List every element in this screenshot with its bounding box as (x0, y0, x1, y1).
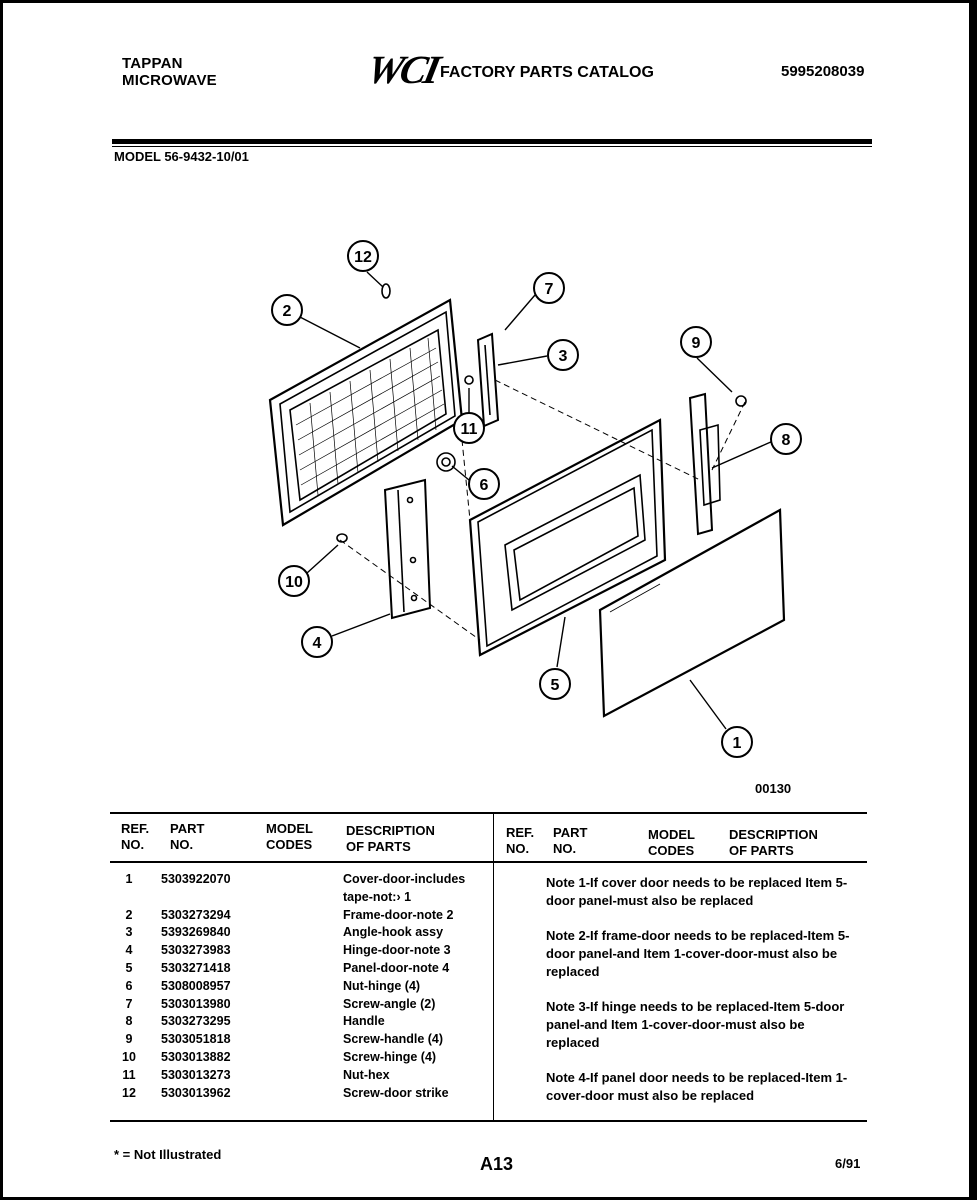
svg-text:1: 1 (732, 735, 742, 752)
ref-number: 6 (125, 978, 133, 993)
wci-logo: WCI (363, 47, 442, 92)
table-row (118, 960, 493, 978)
table-top-rule (110, 812, 867, 814)
screw-9-drawing (736, 396, 746, 406)
header-part-no: PART NO. (170, 821, 205, 852)
table-row (118, 1067, 493, 1085)
table-row (118, 924, 493, 942)
note-3: Note 3-If hinge needs to be replaced-Item 5-door panel-and Item 1-cover-door-must also be replaced (546, 999, 845, 1050)
table-column-divider (493, 812, 494, 1121)
model-number: MODEL 56-9432-10/01 (114, 149, 249, 164)
header-description: DESCRIPTION OF PARTS (346, 823, 435, 854)
part-description: Nut-hex (343, 1067, 390, 1082)
svg-text:12: 12 (354, 249, 372, 266)
ref-number: 10 (122, 1049, 136, 1064)
callout-3 (548, 340, 578, 370)
part-number: 5303273294 (161, 907, 231, 922)
revision-date: 6/91 (835, 1156, 861, 1171)
part-description: Panel-door-note 4 (343, 960, 450, 975)
part-number: 5303013980 (161, 996, 231, 1011)
part-number: 5303051818 (161, 1032, 231, 1047)
part-description: tape-not:› 1 (343, 889, 412, 904)
screw-10-drawing (337, 534, 347, 542)
ref-number: 12 (122, 1085, 136, 1100)
notes-column (546, 874, 856, 1122)
ref-number: 4 (125, 943, 133, 958)
page-number: A13 (480, 1154, 514, 1174)
table-row (118, 1085, 493, 1103)
callout-5 (540, 669, 570, 699)
part-description: Cover-door-includes (343, 872, 466, 886)
catalog-number: 5995208039 (781, 63, 865, 80)
part-description: Screw-angle (2) (343, 996, 436, 1011)
table-row (118, 1049, 493, 1067)
header-model-codes: MODEL CODES (266, 821, 313, 852)
brand-name: TAPPAN (122, 55, 183, 72)
part-description: Frame-door-note 2 (343, 907, 454, 922)
ref-number: 1 (125, 872, 133, 886)
parts-list (118, 871, 493, 1102)
table-row (118, 1013, 493, 1031)
svg-text:6: 6 (479, 477, 489, 494)
part-description: Nut-hinge (4) (343, 978, 421, 993)
ref-number: 9 (125, 1032, 133, 1047)
svg-text:4: 4 (312, 635, 322, 652)
nut-6-drawing (437, 453, 455, 471)
callout-10 (279, 566, 309, 596)
catalog-title: FACTORY PARTS CATALOG (440, 64, 654, 81)
ref-number: 5 (125, 960, 133, 975)
product-type: MICROWAVE (122, 72, 217, 89)
callout-2 (272, 295, 302, 325)
table-row (118, 996, 493, 1014)
header-model-codes-right: MODEL CODES (648, 827, 695, 858)
callout-8 (771, 424, 801, 454)
header-part-no-right: PART NO. (553, 825, 588, 856)
part-description: Hinge-door-note 3 (343, 943, 451, 958)
svg-text:11: 11 (460, 421, 478, 438)
part-number: 5303271418 (161, 960, 231, 975)
part-description: Angle-hook assy (343, 925, 444, 940)
part-description: Screw-handle (4) (343, 1032, 444, 1047)
callout-11 (454, 413, 484, 443)
table-row (118, 978, 493, 996)
part-number: 5308008957 (161, 978, 231, 993)
svg-text:5: 5 (550, 677, 560, 694)
svg-text:7: 7 (544, 281, 554, 298)
table-row (118, 871, 493, 889)
table-header-rule (110, 861, 867, 863)
door-panel-drawing (470, 420, 665, 655)
part-number: 5303013882 (161, 1049, 231, 1064)
svg-text:9: 9 (691, 335, 701, 352)
note-4: Note 4-If panel door needs to be replaced-Item 1-cover-door must also be replaced (546, 1070, 848, 1103)
handle-drawing (690, 394, 720, 534)
ref-number: 2 (125, 907, 133, 922)
callout-7 (534, 273, 564, 303)
part-number: 5303273983 (161, 943, 231, 958)
callout-9 (681, 327, 711, 357)
part-description: Screw-door strike (343, 1085, 449, 1100)
hinge-drawing (385, 480, 430, 618)
note-1: Note 1-If cover door needs to be replaced Item 5-door panel-must also be replaced (546, 875, 848, 908)
callout-1 (722, 727, 752, 757)
ref-number: 7 (125, 996, 133, 1011)
svg-text:10: 10 (285, 574, 303, 591)
callout-6 (469, 469, 499, 499)
ref-number: 8 (125, 1014, 133, 1029)
callout-12 (348, 241, 378, 271)
header-ref-no: REF. NO. (121, 821, 150, 852)
table-row (118, 889, 493, 907)
table-row (118, 942, 493, 960)
part-number: 5303922070 (161, 872, 231, 886)
note-2: Note 2-If frame-door needs to be replaced-Item 5-door panel-and Item 1-cover-door-must also be replaced (546, 928, 850, 979)
table-row (118, 907, 493, 925)
svg-text:3: 3 (558, 348, 568, 365)
part-number: 5303013962 (161, 1085, 231, 1100)
header-description-right: DESCRIPTION OF PARTS (729, 827, 818, 858)
part-description: Handle (343, 1014, 385, 1029)
ref-number: 3 (125, 925, 133, 940)
not-illustrated-legend: * = Not Illustrated (114, 1147, 222, 1162)
header-ref-no-right: REF. NO. (506, 825, 535, 856)
nut-11-drawing (465, 376, 473, 384)
svg-text:2: 2 (282, 303, 292, 320)
diagram-code: 00130 (755, 781, 792, 796)
svg-text:8: 8 (781, 432, 791, 449)
screw-12-drawing (382, 284, 390, 298)
callout-4 (302, 627, 332, 657)
part-number: 5393269840 (161, 925, 231, 940)
ref-number: 11 (122, 1067, 136, 1082)
part-number: 5303273295 (161, 1014, 231, 1029)
door-frame-drawing (270, 300, 462, 525)
table-row (118, 1031, 493, 1049)
part-description: Screw-hinge (4) (343, 1049, 437, 1064)
part-number: 5303013273 (161, 1067, 231, 1082)
